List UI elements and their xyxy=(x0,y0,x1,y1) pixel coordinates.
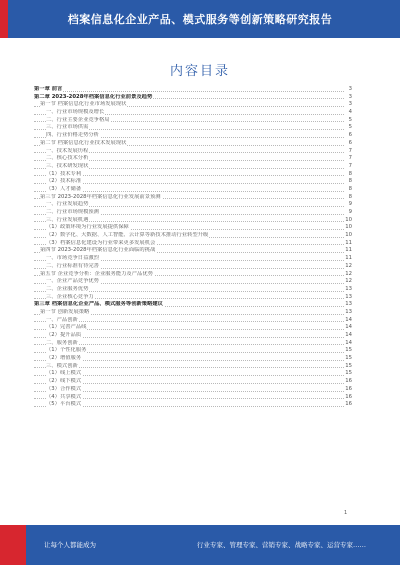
toc-entry-label: （3）合作模式 xyxy=(46,385,82,392)
toc-entry-label: 二、核心技术分析 xyxy=(46,155,89,162)
toc-entry[interactable] xyxy=(34,109,352,117)
toc-entry-label: （3）档案信息化建设为行业带来更多发展机会 xyxy=(46,239,156,246)
toc-entry-label: （2）线下模式 xyxy=(46,378,82,385)
toc-entry-label: （1）技术专利 xyxy=(46,170,82,177)
footer-slogan-left: 让每个人都能成为 xyxy=(44,541,96,549)
toc-entry[interactable] xyxy=(34,363,352,371)
report-header xyxy=(0,0,400,38)
toc-entry-label: （1）政策环境为行业发展提供保障 xyxy=(46,224,129,231)
toc-entry-page: 7 xyxy=(348,147,352,154)
toc-entry-page: 3 xyxy=(348,101,352,108)
toc-entry-label: 一、行业市场规模及增长 xyxy=(46,109,105,116)
toc-entry-label: 一、行业发展趋势 xyxy=(46,201,89,208)
toc-entry-label: 第一节 档案信息化行业市场发展现状 xyxy=(40,101,127,108)
toc-entry-page: 8 xyxy=(348,193,352,200)
toc-entry-label: 三、行业发展机遇 xyxy=(46,216,89,223)
toc-entry[interactable] xyxy=(34,194,352,202)
toc-entry-page: 7 xyxy=(348,162,352,169)
toc-entry[interactable] xyxy=(34,309,352,317)
toc-entry[interactable] xyxy=(34,163,352,171)
toc-entry-page: 15 xyxy=(345,362,352,369)
toc-entry-page: 14 xyxy=(345,324,352,331)
toc-entry-label: 一、企业产品竞争优势 xyxy=(46,278,99,285)
toc-entry-page: 9 xyxy=(348,201,352,208)
toc-entry-label: （2）数字化、大数据、人工智能、云计算等新技术推动行业转型升级 xyxy=(46,232,209,239)
toc-entry-page: 14 xyxy=(345,332,352,338)
toc-entry-label: 第四节 2023-2028年档案信息化行业面临的挑战 xyxy=(40,247,156,254)
toc-entry[interactable] xyxy=(34,347,352,355)
toc-entry-label: 第二节 档案信息化行业技术发展现状 xyxy=(40,139,127,146)
toc-entry-label: 第五节 企业竞争分析：企业服务能力及产品优势 xyxy=(40,270,153,277)
toc-entry-label: （1）线上模式 xyxy=(46,370,82,377)
toc-entry[interactable] xyxy=(34,224,352,232)
toc-entry-label: 四、行业价格走势分析 xyxy=(46,132,99,139)
toc-entry[interactable] xyxy=(34,178,352,186)
toc-entry[interactable] xyxy=(34,232,352,240)
toc-entry-label: （3）人才储备 xyxy=(46,185,82,192)
toc-entry[interactable] xyxy=(34,148,352,156)
toc-entry[interactable] xyxy=(34,140,352,148)
toc-entry-page: 9 xyxy=(348,209,352,215)
toc-entry[interactable] xyxy=(34,117,352,125)
toc-entry[interactable] xyxy=(34,271,352,279)
toc-entry[interactable] xyxy=(34,394,352,402)
toc-entry[interactable] xyxy=(34,355,352,363)
toc-entry-page: 3 xyxy=(348,93,352,100)
toc-entry[interactable] xyxy=(34,340,352,348)
footer-banner xyxy=(0,525,400,565)
toc-leader-dots xyxy=(34,367,344,368)
toc-entry[interactable] xyxy=(34,370,352,378)
toc-entry-label: 三、模式创新 xyxy=(46,362,78,369)
toc-entry-page: 11 xyxy=(345,239,352,246)
toc-leader-dots xyxy=(34,344,344,345)
toc-entry[interactable] xyxy=(34,278,352,286)
toc-entry-page: 11 xyxy=(345,247,352,254)
toc-entry-page: 10 xyxy=(345,216,352,223)
toc-entry-label: （4）共享模式 xyxy=(46,393,82,400)
toc-entry-label: 第一节 创新发展策略 xyxy=(40,308,90,315)
toc-entry-page: 13 xyxy=(345,293,352,300)
toc-entry[interactable] xyxy=(34,240,352,248)
toc-entry-page: 12 xyxy=(345,278,352,285)
toc-entry-page: 12 xyxy=(345,262,352,269)
toc-entry-label: 一、市场竞争日益激烈 xyxy=(46,255,99,262)
toc-entry[interactable] xyxy=(34,332,352,340)
toc-entry-label: 第三章 档案信息化企业产品、模式服务等创新策略建议 xyxy=(34,301,163,308)
toc-entry-label: 一、技术发展历程 xyxy=(46,147,89,154)
toc-entry-page: 15 xyxy=(345,347,352,354)
toc-entry[interactable] xyxy=(34,217,352,225)
toc-entry-label: （1）完善产品线 xyxy=(46,324,87,331)
toc-entry-label: 第一章 前言 xyxy=(34,86,63,92)
toc-entry[interactable] xyxy=(34,101,352,109)
toc-entry-page: 8 xyxy=(348,178,352,185)
toc-entry-page: 12 xyxy=(345,270,352,277)
toc-entry-page: 6 xyxy=(348,139,352,146)
toc-entry-page: 16 xyxy=(345,401,352,408)
toc-entry-page: 4 xyxy=(348,109,352,116)
toc-entry[interactable] xyxy=(34,132,352,140)
toc-entry-label: 三、行业市场供需 xyxy=(46,124,89,131)
toc-entry[interactable] xyxy=(34,171,352,179)
toc-entry[interactable] xyxy=(34,186,352,194)
toc-entry-label: （2）增值服务 xyxy=(46,355,82,362)
toc-entry-label: 三、技术研发现状 xyxy=(46,162,89,169)
toc-entry-label: （1）个性化服务 xyxy=(46,347,87,354)
footer-accent-ribbon xyxy=(0,525,26,565)
toc-entry[interactable] xyxy=(34,378,352,386)
toc-entry-label: 二、企业服务优势 xyxy=(46,285,89,292)
toc-entry-page: 8 xyxy=(348,185,352,192)
toc-entry[interactable] xyxy=(34,124,352,132)
toc-heading: 内容目录 xyxy=(169,64,230,79)
report-title: 档案信息化企业产品、模式服务等创新策略研究报告 xyxy=(67,13,333,26)
toc-entry[interactable] xyxy=(34,301,352,309)
toc-entry-page: 16 xyxy=(345,378,352,385)
toc-entry-page: 7 xyxy=(348,155,352,162)
toc-entry[interactable] xyxy=(34,324,352,332)
toc-entry-page: 13 xyxy=(345,301,352,308)
toc-entry-page: 6 xyxy=(348,132,352,139)
toc-entry-label: 二、服务创新 xyxy=(46,339,78,346)
toc-leader-dots xyxy=(34,321,344,322)
toc-entry[interactable] xyxy=(34,401,352,409)
toc-entry-page: 13 xyxy=(345,285,352,292)
toc-entry[interactable] xyxy=(34,155,352,163)
toc-entry-page: 14 xyxy=(345,316,352,323)
toc-entry[interactable] xyxy=(34,86,352,94)
toc-entry-label: 二、行业主要企业竞争格局 xyxy=(46,116,110,123)
toc-entry-page: 16 xyxy=(345,385,352,392)
toc-entry[interactable] xyxy=(34,317,352,325)
toc-entry-label: 三、企业核心竞争力 xyxy=(46,293,94,300)
toc-entry-page: 14 xyxy=(345,339,352,346)
toc-entry-label: 第三节 2023-2028年档案信息化行业发展前景预测 xyxy=(40,193,161,200)
toc-entry[interactable] xyxy=(34,209,352,217)
toc-entry[interactable] xyxy=(34,294,352,302)
footer-slogan-right: 行业专家、管理专家、营销专家、战略专家、运营专家…… xyxy=(197,541,366,549)
table-of-contents xyxy=(34,86,352,409)
toc-entry-page: 10 xyxy=(345,224,352,231)
toc-entry-page: 16 xyxy=(345,393,352,400)
toc-entry-label: （2）技术标准 xyxy=(46,178,82,185)
toc-entry-label: （2）提升品质 xyxy=(46,332,82,338)
toc-entry-page: 3 xyxy=(348,86,352,92)
toc-entry[interactable] xyxy=(34,263,352,271)
page-number: 1 xyxy=(344,510,348,516)
toc-entry-page: 5 xyxy=(348,116,352,123)
toc-entry[interactable] xyxy=(34,255,352,263)
toc-entry[interactable] xyxy=(34,286,352,294)
toc-entry-page: 15 xyxy=(345,355,352,362)
toc-entry[interactable] xyxy=(34,247,352,255)
toc-entry-page: 5 xyxy=(348,124,352,131)
toc-entry-label: 一、产品创新 xyxy=(46,316,78,323)
toc-entry-page: 8 xyxy=(348,170,352,177)
toc-entry[interactable] xyxy=(34,386,352,394)
toc-entry[interactable] xyxy=(34,201,352,209)
toc-entry-label: 二、行业市场规模预测 xyxy=(46,209,99,215)
toc-entry-label: （5）平台模式 xyxy=(46,401,82,408)
toc-entry-page: 13 xyxy=(345,308,352,315)
toc-entry-label: 第二章 2023-2028年档案信息化行业前景及趋势 xyxy=(34,93,153,100)
toc-entry-page: 10 xyxy=(345,232,352,239)
toc-entry-page: 11 xyxy=(345,255,352,262)
toc-entry-label: 二、行业标准有待完善 xyxy=(46,262,99,269)
toc-entry-page: 15 xyxy=(345,370,352,377)
toc-entry[interactable] xyxy=(34,94,352,102)
toc-leader-dots xyxy=(34,91,344,92)
